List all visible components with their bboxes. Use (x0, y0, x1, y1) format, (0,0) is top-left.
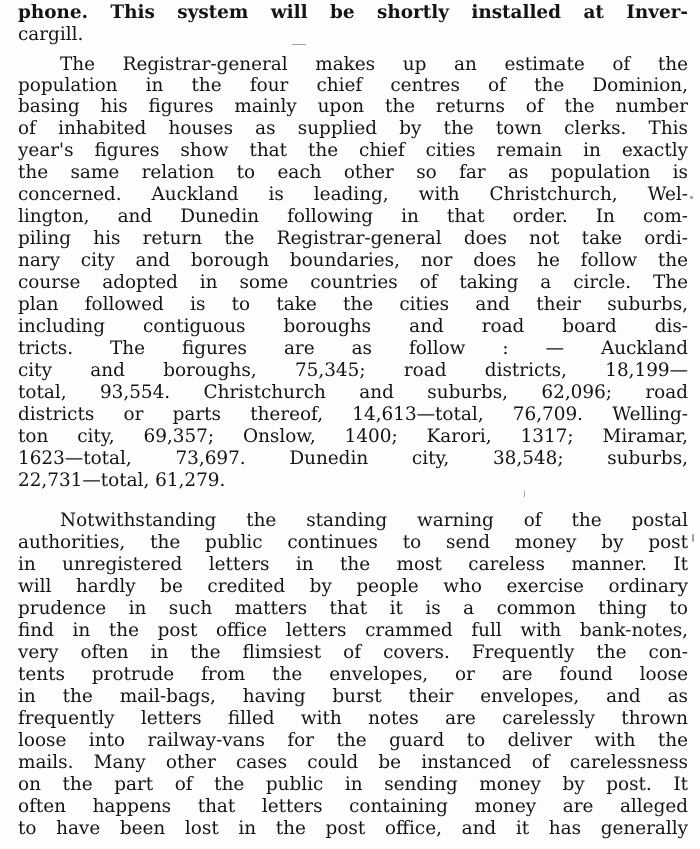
text-line: to have been lost in the post office, and it has generally (18, 818, 688, 839)
text-line: find in the post office letters crammed full with bank-notes, (18, 620, 688, 641)
text-line: including contiguous boroughs and road board dis- (18, 316, 688, 337)
text-line: nary city and borough boundaries, nor does he follow the (18, 250, 688, 271)
text-line: on the part of the public in sending money by post. It (18, 774, 688, 795)
text-line: frequently letters filled with notes are carelessly thrown (18, 708, 688, 729)
text-line: mails. Many other cases could be instanced of carelessness (18, 752, 688, 773)
text-line: in the mail-bags, having burst their envelopes, and as (18, 686, 688, 707)
text-line: The Registrar-general makes up an estimate of the (60, 54, 688, 75)
text-line: city and boroughs, 75,345; road districts, 18,199— (18, 360, 688, 381)
text-line: 1623—total, 73,697. Dunedin city, 38,548; suburbs, (18, 448, 688, 469)
text-line: cargill. (18, 24, 84, 45)
text-line: concerned. Auckland is leading, with Christchurch, Wel- (18, 184, 688, 205)
text-line: authorities, the public continues to send money by post (18, 532, 688, 553)
text-line: Notwithstanding the standing warning of the postal (60, 510, 688, 531)
text-line: districts or parts thereof, 14,613—total, 76,709. Welling- (18, 404, 688, 425)
text-line: course adopted in some countries of taking a circle. The (18, 272, 688, 293)
text-line: basing his figures mainly upon the returns of the number (18, 96, 688, 117)
text-line: 22,731—total, 61,279. (18, 470, 226, 491)
text-line: prudence in such matters that it is a common thing to (18, 598, 688, 619)
text-line: population in the four chief centres of the Dominion, (18, 75, 688, 96)
text-line: total, 93,554. Christchurch and suburbs, 62,096; road (18, 382, 688, 403)
text-line: very often in the flimsiest of covers. Frequently the con- (18, 642, 688, 663)
scan-speck (292, 44, 306, 45)
text-line: plan followed is to take the cities and their suburbs, (18, 294, 688, 315)
scan-speck (524, 491, 525, 497)
text-line: lington, and Dunedin following in that order. In com- (18, 206, 688, 227)
text-line: tricts. The figures are as follow : — Auckland (18, 338, 688, 359)
text-line: ton city, 69,357; Onslow, 1400; Karori, 1317; Miramar, (18, 426, 688, 447)
text-line: of inhabited houses as supplied by the town clerks. This (18, 118, 688, 139)
text-line: in unregistered letters in the most careless manner. It (18, 554, 688, 575)
scan-speck (692, 534, 694, 542)
text-line: loose into railway-vans for the guard to deliver with the (18, 730, 688, 751)
scan-speck (690, 196, 693, 199)
text-line: often happens that letters containing money are alleged (18, 796, 688, 817)
text-line: tents protrude from the envelopes, or are found loose (18, 664, 688, 685)
text-line: will hardly be credited by people who exercise ordinary (18, 576, 688, 597)
text-line: phone. This system will be shortly installed at Inver- (18, 2, 688, 23)
text-line: the same relation to each other so far as population is (18, 162, 688, 183)
text-line: piling his return the Registrar-general does not take ordi- (18, 228, 688, 249)
text-line: year's figures show that the chief cities remain in exactly (18, 140, 688, 161)
